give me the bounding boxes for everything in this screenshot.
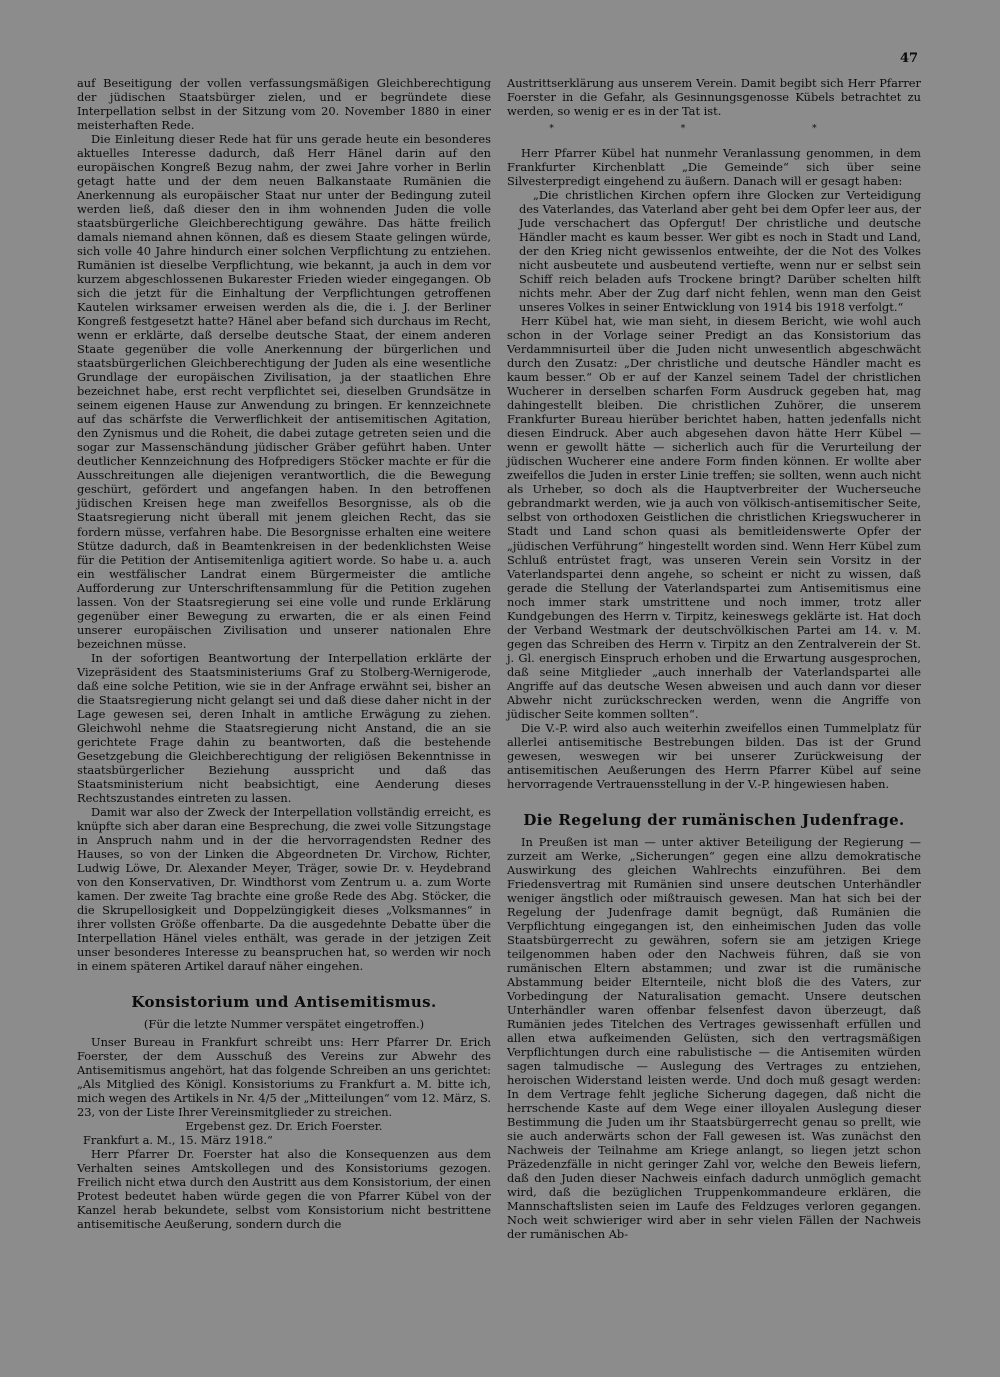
letter-signature: Ergebenst gez. Dr. Erich Foerster. [185, 1119, 383, 1134]
left-paragraph-5: Unser Bureau in Frankfurt schreibt uns: Herr Pfarrer Dr. Erich Foerster, der dem Ausschuß des Vereins zur Abwehr des Antisemitismus angehört, hat das folgende Schreiben an uns gerichtet: „Als Mitglied des Königl. Konsistoriums zu Frankfurt a. M. bitte ich, mich wegen des Artikels in Nr. 4/5 der „Mitteilungen“ vom 12. März, S. 23, von der Liste Ihrer Vereinsmitglieder zu streichen. [77, 1035, 491, 1120]
page-number: 47 [900, 51, 919, 66]
left-paragraph-4: Damit war also der Zweck der Interpellation vollständig erreicht, es knüpfte sich aber daran eine Besprechung, die zwei volle Sitzungstage in Anspruch nahm und in der die hervorragendsten Redner des Hauses, so von der Linken die Abgeordneten Dr. Virchow, Richter, Ludwig Löwe, Dr. Alexander Meyer, Träger, sowie Dr. v. Heydebrand von den Konservativen, Dr. Windthorst vom Zentrum u. a. zum Worte kamen. Der zweite Tag brachte eine große Rede des Abg. Stöcker, die die Skrupellosigkeit und Doppelzüngigkeit dieses „Volksmannes“ in ihrer vollsten Größe offenbarte. Da die ausgedehnte Debatte über die Interpellation Hänel vieles enthält, was gerade in der jetzigen Zeit unser besonderes Interesse zu beanspruchen hat, so werden wir noch in einem späteren Artikel darauf näher eingehen. [77, 804, 491, 973]
left-paragraph-3: In der sofortigen Beantwortung der Interpellation erklärte der Vizepräsident des Staatsministeriums Graf zu Stolberg-Wernigerode, daß eine solche Petition, wie sie in der Anfrage erwähnt sei, bisher an die Staatsregierung nicht gelangt sei und daß diese daher nicht in der Lage gewesen sei, deren Inhalt in amtliche Erwägung zu ziehen. Gleichwohl nehme die Staatsregierung nicht Anstand, die an sie gerichtete Frage dahin zu beantworten, daß die bestehende Gesetzgebung die Gleichberechtigung der religiösen Bekenntnisse in staatsbürgerlicher Beziehung ausspricht und daß das Staatsministerium nicht beabsichtigt, eine Aenderung dieses Rechtszustandes eintreten zu lassen. [77, 650, 491, 805]
left-paragraph-2: Die Einleitung dieser Rede hat für uns gerade heute ein besonderes aktuelles Interesse dadurch, daß Herr Hänel darin auf den europäischen Kongreß Bezug nahm, der zwei Jahre vorher in Berlin getagt hatte und der dem neuen Balkanstaate Rumänien die Anerkennung als europäischer Staat nur unter der Bedingung zuteil werden ließ, daß dieser den in ihm wohnenden Juden die volle staatsbürgerliche Gleichberechtigung gewähre. Das hätte freilich damals niemand ahnen können, daß es diesem Staate gelingen würde, sich volle 40 Jahre hindurch einer solchen Verpflichtung zu entziehen. Rumänien ist dieselbe Verpflichtung, wie bekannt, ja auch in dem vor kurzem abgeschlossenen Bukarester Frieden wieder eingegangen. Ob sich die jetzt für die Einhaltung der Verpflichtungen getroffenen Kautelen wirksamer erweisen werden als die, die i. J. der Berliner Kongreß festgesetzt hatte? Hänel aber befand sich durchaus im Recht, wenn er erklärte, daß derselbe deutsche Staat, der einem anderen Staate gegenüber die volle Anerkennung der bürgerlichen und staatsbürgerlichen Gleichberechtigung der Juden als eine wesentliche Grundlage der europäischen Zivilisation, ja der staatlichen Ehre bezeichnet habe, erst recht verpflichtet sei, dieselben Grundsätze in seinem eigenen Hause zur Anwendung zu bringen. Er kennzeichnete auf das schärfste die Verwerflichkeit der antisemitischen Agitation, den Zynismus und die Roheit, die dabei zutage getreten seien und die sogar zur Massenschändung jüdischer Gräber geführt haben. Unter deutlicher Kennzeichnung des Hofpredigers Stöcker machte er für die Ausschreitungen alle diejenigen verantwortlich, die die Bewegung geschürt, gefördert und angefangen haben. In den betroffenen jüdischen Kreisen hege man zweifellos Besorgnisse, als ob die Staatsregierung nicht überall mit jenem gleichen Recht, das sie fordern müsse, verfahren habe. Die Besorgnisse erhalten eine weitere Stütze dadurch, daß in Beamtenkreisen in der bedenklichsten Weise für die Petition der Antisemitenliga agitiert worde. So habe u. a. auch ein westfälischer Landrat einem Bürgermeister die amtliche Aufforderung zur Unterschriftensammlung für die Petition zugehen lassen. Von der Staatsregierung sei eine volle und runde Erklärung gegenüber einer Bewegung zu erwarten, die er als einen Feind unserer europäischen Zivilisation und unserer nationalen Ehre bezeichnen müsse. [77, 132, 491, 651]
right-paragraph-1: Austrittserklärung aus unserem Verein. Damit begibt sich Herr Pfarrer Foerster in die Gefahr, als Gesinnungsgenosse Kübels betrachtet zu werden, so wenig er es in der Tat ist. [507, 76, 921, 119]
subheadline-note: (Für die letzte Nummer verspätet eingetroffen.) [143, 1017, 425, 1032]
left-paragraph-1: auf Beseitigung der vollen verfassungsmäßigen Gleichberechtigung der jüdischen Staatsbürger zielen, und er begründete diese Interpellation selbst in der Sitzung vom 20. November 1880 in einer meisterhaften Rede. [77, 76, 491, 133]
letter-dateline: Frankfurt a. M., 15. März 1918.“ [83, 1133, 273, 1148]
headline-konsistorium: Konsistorium und Antisemitismus. [131, 993, 437, 1011]
right-paragraph-5: In Preußen ist man — unter aktiver Beteiligung der Regierung — zurzeit am Werke, „Sicherungen“ gegen eine allzu demokratische Auswirkung des gleichen Wahlrechts einzuführen. Bei dem Friedensvertrag mit Rumänien sind unsere deutschen Unterhändler weniger ängstlich oder mißtrauisch gewesen. Man hat sich bei der Regelung der Judenfrage damit begnügt, daß Rumänien die Verpflichtung eingegangen ist, den einheimischen Juden das volle Staatsbürgerrecht zu gewähren, sofern sie am jetzigen Kriege teilgenommen haben oder den Nachweis führen, daß sie von rumänischen Eltern abstammen; und zwar ist die rumänische Abstammung beider Elternteile, nicht bloß die des Vaters, zur Vorbedingung der Naturalisation gemacht. Unsere deutschen Unterhändler waren offenbar felsenfest davon überzeugt, daß Rumänien jedes Titelchen des Vertrages gewissenhaft erfüllen und allen etwa aufkeimenden Gelüsten, sich den vertragsmäßigen Verpflichtungen durch eine rabulistische — die Antisemiten würden sagen talmudische — Auslegung des Vertrages zu entziehen, heroischen Widerstand leisten werde. Und doch muß gesagt werden: In dem Vertrage fehlt jegliche Sicherung dagegen, daß nicht die herrschende Kaste auf dem Wege einer illoyalen Auslegung dieser Bestimmung die Juden um ihr Staatsbürgerrecht genau so prellt, wie sie auch anderwärts schon der Fall gewesen ist. Was zunächst den Nachweis der Teilnahme am Kriege anlangt, so liegen jetzt schon Präzedenzfälle in nicht geringer Zahl vor, welche den Beweis liefern, daß den Juden dieser Nachweis einfach dadurch unmöglich gemacht wird, daß die bezüglichen Truppenkommandeure erklären, die Mannschaftslisten seien im Laufe des Feldzuges verloren gegangen. Noch weit schwieriger wird aber in sehr vielen Fällen der Nachweis der rumänischen Ab- [507, 834, 921, 1242]
right-paragraph-4: Die V.-P. wird also auch weiterhin zweifellos einen Tummelplatz für allerlei antisemitische Bestrebungen bilden. Das ist der Grund gewesen, weswegen wir bei unserer Zurückweisung der antisemitischen Aeußerungen des Herrn Pfarrer Kübel auf seine hervorragende Vertrauensstellung in der V.-P. hingewiesen haben. [507, 720, 921, 791]
right-paragraph-3: Herr Kübel hat, wie man sieht, in diesem Bericht, wie wohl auch schon in der Vorlage seiner Predigt an das Konsistorium das Verdammnisurteil über die Juden nicht unwesentlich abgeschwächt durch den Zusatz: „Der christliche und deutsche Händler macht es kaum besser.“ Ob er auf der Kanzel seinem Tadel der christlichen Wucherer in derselben scharfen Form Ausdruck gegeben hat, mag dahingestellt bleiben. Die christlichen Zuhörer, die unserem Frankfurter Bureau hierüber berichtet haben, hatten jedenfalls nicht diesen Eindruck. Aber auch abgesehen davon hätte Herr Kübel — wenn er gewollt hätte — sicherlich auch für die Verurteilung der jüdischen Wucherer eine andere Form finden können. Er wollte aber zweifellos die Juden in erster Linie treffen; sie sollten, wenn auch nicht als Urheber, so doch als die Hauptverbreiter der Wucherseuche gebrandmarkt werden, wie ja auch von völkisch-antisemitischer Seite, selbst von orthodoxen Geistlichen die christlichen Kriegswucherer in Stadt und Land schon quasi als bemitleidenswerte Opfer der „jüdischen Verführung“ hingestellt worden sind. Wenn Herr Kübel zum Schluß entrüstet fragt, was unseren Verein sein Vorsitz in der Vaterlandspartei denn angehe, so scheint er nicht zu wissen, daß gerade die Stellung der Vaterlandspartei zum Antisemitismus eine noch immer stark umstrittene und noch immer, trotz aller Kundgebungen des Herrn v. Tirpitz, keineswegs geklärte ist. Hat doch der Verband Westmark der deutschvölkischen Partei am 14. v. M. gegen das Schreiben des Herrn v. Tirpitz an den Zentralverein der St. j. Gl. energisch Einspruch erhoben und die Erwartung ausgesprochen, daß seine Mitglieder „auch innerhalb der Vaterlandspartei alle Angriffe auf das deutsche Wesen abweisen und auch dann vor dieser Abwehr nicht zurückschrecken werden, wenn die Angriffe von jüdischer Seite kommen sollten“. [507, 314, 921, 721]
right-paragraph-2: Herr Pfarrer Kübel hat nunmehr Veranlassung genommen, in dem Frankfurter Kirchenblatt „Die Gemeinde“ sich über seine Silvesterpredigt eingehend zu äußern. Danach will er gesagt haben: [507, 146, 921, 189]
left-column [77, 76, 491, 1231]
headline-rumaenische-judenfrage: Die Regelung der rumänischen Judenfrage. [523, 810, 905, 829]
right-column [507, 76, 921, 1241]
left-paragraph-6: Herr Pfarrer Dr. Foerster hat also die Konsequenzen aus dem Verhalten seines Amtskollegen und des Konsistoriums gezogen. Freilich nicht etwa durch den Austritt aus dem Konsistorium, der einen Protest bedeutet haben würde gegen die von Pfarrer Kübel von der Kanzel herab bekundete, selbst vom Konsistorium nicht bestrittene antisemitische Aeußerung, sondern durch die [77, 1147, 491, 1232]
kuebel-quote: „Die christlichen Kirchen opfern ihre Glocken zur Verteidigung des Vaterlandes, das Vaterland aber geht bei dem Opfer leer aus, der Jude verschachert das Opfergut! Der christliche und deutsche Händler macht es kaum besser. Wer gibt es noch in Stadt und Land, der den Krieg nicht gewissenlos entweihte, der die Not des Volkes nicht ausbeutete und ausbeutend vertiefte, wenn nur er selbst sein Schiff reich beladen aufs Trockene bringt? Darüber schelten hilft nichts mehr. Aber der Zug darf nicht fehlen, wenn man den Geist unseres Volkes in seiner Entwicklung von 1914 bis 1918 verfolgt.“ [519, 188, 921, 315]
section-divider-stars: * * * [549, 124, 879, 135]
